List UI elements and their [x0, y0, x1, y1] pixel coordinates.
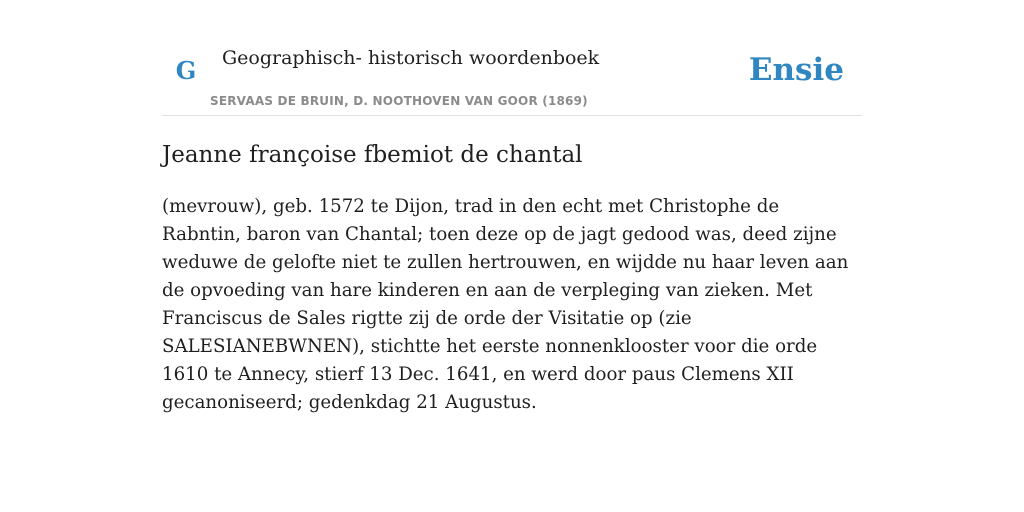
book-author: SERVAAS DE BRUIN, D. NOOTHOVEN VAN GOOR (1869): [210, 94, 588, 108]
book-initial-icon[interactable]: G: [175, 56, 197, 85]
ensie-logo-link[interactable]: Ensie: [748, 52, 844, 88]
entry-body-text: (mevrouw), geb. 1572 te Dijon, trad in den echt met Christophe de Rabntin, baron van Chantal; toen deze op de jagt gedood was, deed zijne weduwe de gelofte niet te zullen hertrouwen, en wijdde nu haar leven aan de opvoeding van hare kinderen en aan de verpleging van zieken. Met Franciscus de Sales rigtte zij de orde der Visitatie op (zie SALESIANEBWNEN), stichtte het eerste nonnenklooster voor die orde 1610 te Annecy, stierf 13 Dec. 1641, en werd door paus Clemens XII gecanoniseerd; gedenkdag 21 Augustus.: [162, 196, 849, 413]
book-header: [162, 38, 862, 116]
book-title-link[interactable]: Geographisch- historisch woordenboek: [222, 47, 600, 69]
entry-title: Jeanne françoise fbemiot de chantal: [162, 142, 583, 168]
